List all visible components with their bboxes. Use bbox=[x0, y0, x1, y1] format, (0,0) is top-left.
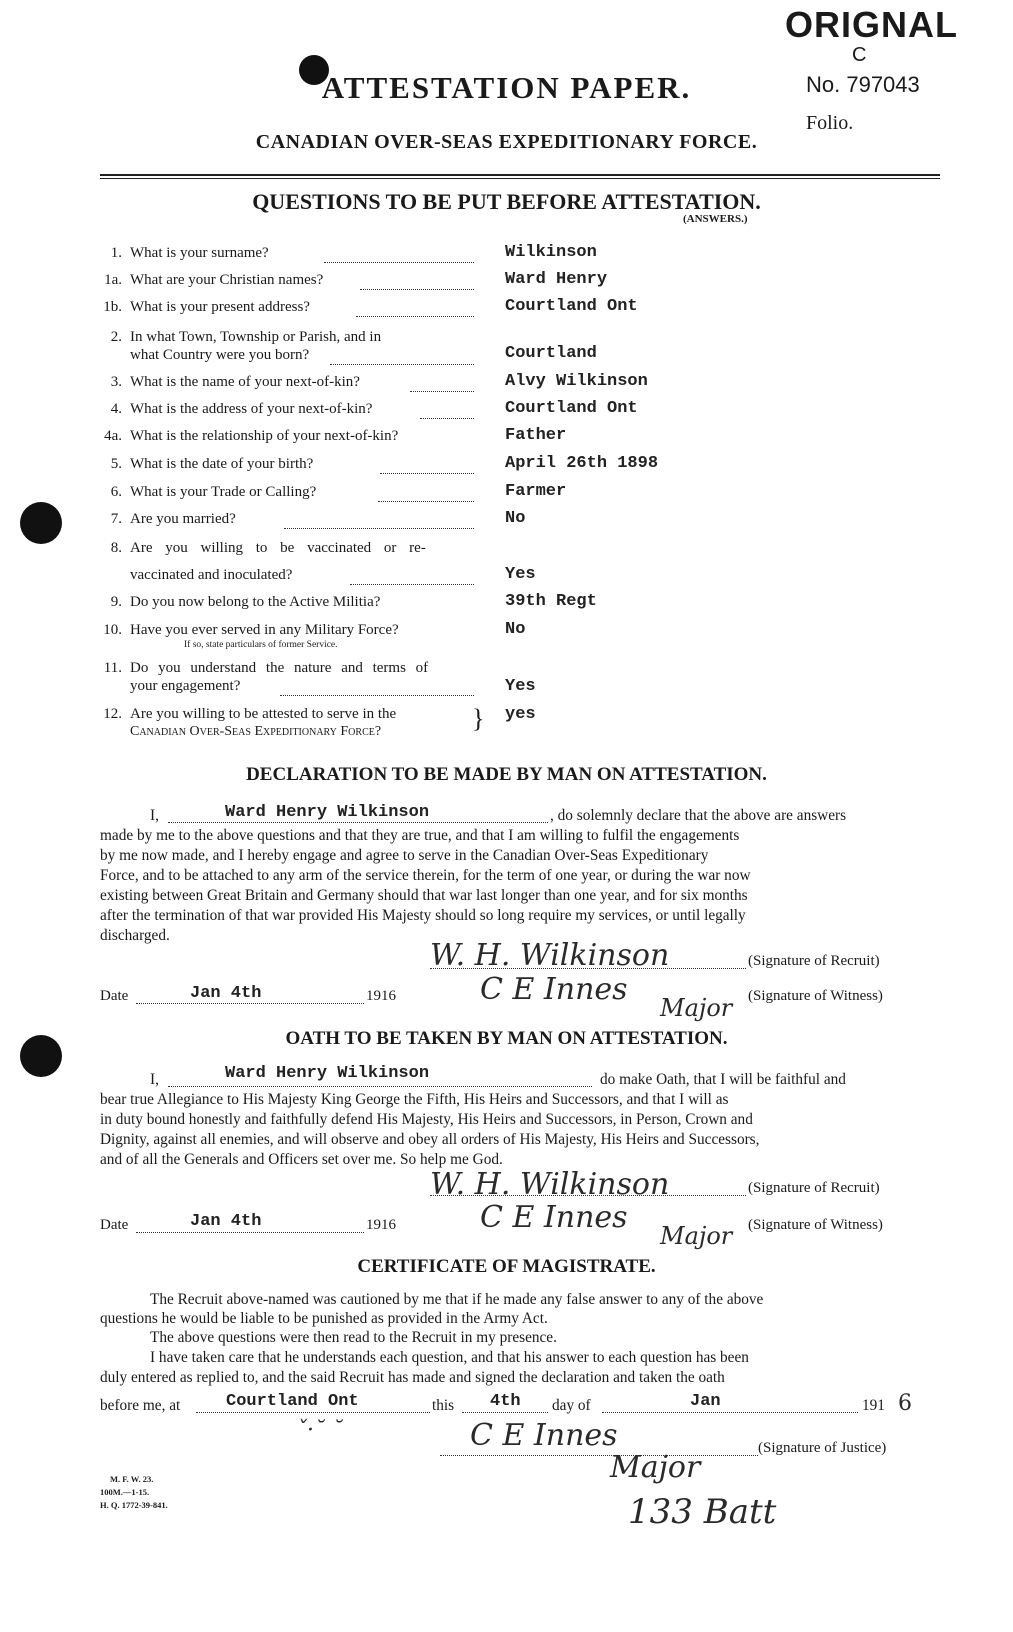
question-text: Do you understand the nature and terms of bbox=[130, 660, 429, 676]
question-text: Do you now belong to the Active Militia? bbox=[130, 594, 381, 610]
question-number: 8. bbox=[110, 540, 122, 556]
day-of-label: day of bbox=[552, 1397, 591, 1414]
question-text: Are you willing to be attested to serve in the bbox=[130, 706, 397, 722]
question-number: 2. bbox=[110, 329, 122, 345]
question-text-continued: vaccinated and inoculated? bbox=[130, 567, 293, 583]
certificate-text: The above questions were then read to the Recruit in my presence. bbox=[150, 1329, 557, 1346]
document-number: No. 797043 bbox=[806, 72, 920, 97]
oath-text: bear true Allegiance to His Majesty King George the Fifth, His Heirs and Successors, and that I will as bbox=[100, 1091, 729, 1108]
dotted-leader bbox=[330, 364, 474, 365]
oath-date: Jan 4th bbox=[190, 1212, 262, 1231]
answer-present-address: Courtland Ont bbox=[505, 297, 638, 316]
declaration-text: made by me to the above questions and that they are true, and that I am willing to fulfil the engagements bbox=[100, 827, 740, 844]
question-text: Are you married? bbox=[130, 511, 236, 527]
oath-year: 1916 bbox=[366, 1217, 396, 1233]
certificate-text: The Recruit above-named was cautioned by me that if he made any false answer to any of the above bbox=[150, 1291, 764, 1308]
question-note: If so, state particulars of former Service. bbox=[184, 640, 338, 650]
dotted-leader bbox=[420, 418, 474, 419]
divider bbox=[100, 174, 940, 176]
month-line bbox=[602, 1412, 858, 1413]
question-number: 3. bbox=[110, 374, 122, 390]
stamp-letter: C bbox=[852, 44, 867, 66]
oath-text: in duty bound honestly and faithfully defend His Majesty, His Heirs and Successors, in Person, Crown and bbox=[100, 1111, 753, 1128]
certificate-day: 4th bbox=[490, 1392, 521, 1411]
brace-mark: } bbox=[472, 704, 485, 733]
folio-label: Folio. bbox=[806, 112, 854, 134]
oath-text: and of all the Generals and Officers set over me. So help me God. bbox=[100, 1151, 503, 1168]
oath-text: Dignity, against all enemies, and will observe and obey all orders of His Majesty, His Heirs and Successors, bbox=[100, 1131, 760, 1148]
question-text: Are you willing to be vaccinated or re- bbox=[130, 540, 426, 556]
question-number: 5. bbox=[110, 456, 122, 472]
question-number: 6. bbox=[110, 484, 122, 500]
certificate-year-digit: 6 bbox=[898, 1391, 912, 1416]
declaration-text: existing between Great Britain and Germany should that war last longer than one year, and for six months bbox=[100, 887, 748, 904]
oath-witness-signature: C E Innes bbox=[480, 1200, 628, 1235]
dotted-leader bbox=[324, 262, 474, 263]
punch-hole-left-upper bbox=[20, 502, 62, 544]
original-stamp: ORIGNAL bbox=[785, 4, 958, 45]
declaration-text: Force, and to be attached to any arm of the service therein, for the term of one year, or during the war now bbox=[100, 867, 751, 884]
dotted-leader bbox=[410, 391, 474, 392]
day-line bbox=[462, 1412, 548, 1413]
declaration-text: after the termination of that war provided His Majesty should so long require my services, or until legally bbox=[100, 907, 746, 924]
dotted-leader bbox=[168, 822, 548, 823]
dotted-leader bbox=[360, 289, 474, 290]
signature-line bbox=[430, 968, 746, 969]
answer-next-of-kin-name: Alvy Wilkinson bbox=[505, 372, 648, 391]
document-title: ATTESTATION PAPER. bbox=[321, 70, 692, 105]
justice-signature-label: (Signature of Justice) bbox=[758, 1440, 887, 1456]
question-number: 12. bbox=[103, 706, 122, 722]
divider bbox=[100, 178, 940, 179]
question-text: What is the relationship of your next-of-kin? bbox=[130, 428, 399, 444]
answer-militia: 39th Regt bbox=[505, 592, 597, 611]
declaration-text: by me now made, and I hereby engage and agree to serve in the Canadian Over-Seas Expeditionary bbox=[100, 847, 709, 864]
answer-birth-date: April 26th 1898 bbox=[505, 454, 659, 473]
dotted-leader bbox=[280, 695, 474, 696]
declaration-i: I, bbox=[150, 807, 159, 824]
recruit-signature-label: (Signature of Recruit) bbox=[748, 953, 880, 969]
question-number: 9. bbox=[110, 594, 122, 610]
this-label: this bbox=[432, 1397, 455, 1414]
ink-marks: ˇ·˘ ˘ bbox=[296, 1418, 343, 1443]
declaration-text: , do solemnly declare that the above are answers bbox=[550, 807, 847, 824]
question-text: What is the address of your next-of-kin? bbox=[130, 401, 373, 417]
certificate-year-prefix: 191 bbox=[862, 1397, 885, 1414]
declaration-year: 1916 bbox=[366, 988, 396, 1004]
date-line bbox=[136, 1003, 364, 1004]
recruit-signature-label: (Signature of Recruit) bbox=[748, 1180, 880, 1196]
question-text: What is your Trade or Calling? bbox=[130, 484, 317, 500]
witness-rank: Major bbox=[660, 994, 733, 1022]
question-text: Have you ever served in any Military Force? bbox=[130, 622, 399, 638]
hq-code: H. Q. 1772-39-841. bbox=[100, 1500, 168, 1510]
dotted-leader bbox=[378, 501, 474, 502]
dotted-leader bbox=[168, 1086, 592, 1087]
form-code: M. F. W. 23. bbox=[110, 1474, 154, 1484]
oath-text: do make Oath, that I will be faithful and bbox=[600, 1071, 846, 1088]
question-text-continued: what Country were you born? bbox=[130, 347, 310, 363]
dotted-leader bbox=[284, 528, 474, 529]
answer-next-of-kin-address: Courtland Ont bbox=[505, 399, 638, 418]
certificate-month: Jan bbox=[690, 1392, 721, 1411]
certificate-title: CERTIFICATE OF MAGISTRATE. bbox=[357, 1256, 656, 1277]
question-text-continued: Canadian Over-Seas Expeditionary Force? bbox=[130, 724, 382, 739]
question-text: In what Town, Township or Parish, and in bbox=[130, 329, 382, 345]
document-subtitle: CANADIAN OVER-SEAS EXPEDITIONARY FORCE. bbox=[255, 131, 758, 153]
question-text: What is the date of your birth? bbox=[130, 456, 314, 472]
dotted-leader bbox=[380, 473, 474, 474]
declaration-recruit-name: Ward Henry Wilkinson bbox=[225, 803, 430, 822]
justice-rank: Major bbox=[610, 1450, 701, 1485]
oath-recruit-signature: W. H. Wilkinson bbox=[430, 1167, 670, 1202]
declaration-date: Jan 4th bbox=[190, 984, 262, 1003]
date-label: Date bbox=[100, 1217, 129, 1233]
answer-understand-terms: Yes bbox=[505, 677, 536, 696]
question-number: 7. bbox=[110, 511, 122, 527]
answer-married: No bbox=[505, 509, 526, 528]
question-text: What is your surname? bbox=[130, 245, 269, 261]
dotted-leader bbox=[350, 584, 474, 585]
question-text: What is your present address? bbox=[130, 299, 310, 315]
certificate-text: duly entered as replied to, and the said Recruit has made and signed the declaration and taken the oath bbox=[100, 1369, 725, 1386]
justice-signature: C E Innes bbox=[470, 1418, 618, 1453]
question-text: What are your Christian names? bbox=[130, 272, 324, 288]
question-text: What is the name of your next-of-kin? bbox=[130, 374, 360, 390]
witness-rank: Major bbox=[660, 1222, 733, 1250]
signature-line bbox=[440, 1455, 758, 1456]
question-number: 1a. bbox=[104, 272, 122, 288]
question-number: 1. bbox=[110, 245, 122, 261]
question-text-continued: your engagement? bbox=[130, 678, 241, 694]
justice-unit: 133 Batt bbox=[628, 1492, 777, 1532]
certificate-place: Courtland Ont bbox=[226, 1392, 359, 1411]
answer-vaccinated: Yes bbox=[505, 565, 536, 584]
witness-signature-label: (Signature of Witness) bbox=[748, 988, 883, 1004]
certificate-text: I have taken care that he understands each question, and that his answer to each question has been bbox=[150, 1349, 749, 1366]
witness-signature-label: (Signature of Witness) bbox=[748, 1217, 883, 1233]
answers-label: (ANSWERS.) bbox=[683, 213, 748, 225]
question-number: 11. bbox=[103, 660, 122, 676]
dotted-leader bbox=[356, 316, 474, 317]
date-label: Date bbox=[100, 988, 129, 1004]
declaration-witness-signature: C E Innes bbox=[480, 972, 628, 1007]
answer-birthplace: Courtland bbox=[505, 344, 597, 363]
question-number: 1b. bbox=[103, 299, 122, 315]
declaration-title: DECLARATION TO BE MADE BY MAN ON ATTESTATION. bbox=[246, 764, 767, 785]
signature-line bbox=[430, 1195, 746, 1196]
certificate-text: questions he would be liable to be punished as provided in the Army Act. bbox=[100, 1310, 548, 1327]
place-line bbox=[196, 1412, 430, 1413]
before-me-label: before me, at bbox=[100, 1397, 181, 1414]
print-code: 100M.—1-15. bbox=[100, 1487, 150, 1497]
declaration-text: discharged. bbox=[100, 927, 170, 944]
answer-surname: Wilkinson bbox=[505, 243, 597, 262]
answer-military-service: No bbox=[505, 620, 526, 639]
question-number: 10. bbox=[103, 622, 122, 638]
oath-title: OATH TO BE TAKEN BY MAN ON ATTESTATION. bbox=[285, 1028, 728, 1049]
answer-christian-names: Ward Henry bbox=[505, 270, 608, 289]
answer-relationship: Father bbox=[505, 426, 567, 445]
answer-willing-to-serve: yes bbox=[505, 705, 536, 724]
question-number: 4a. bbox=[104, 428, 122, 444]
questions-section-title: QUESTIONS TO BE PUT BEFORE ATTESTATION. bbox=[252, 189, 761, 214]
oath-recruit-name: Ward Henry Wilkinson bbox=[225, 1064, 430, 1083]
date-line bbox=[136, 1232, 364, 1233]
oath-i: I, bbox=[150, 1071, 159, 1088]
question-number: 4. bbox=[110, 401, 122, 417]
answer-trade: Farmer bbox=[505, 482, 567, 501]
declaration-recruit-signature: W. H. Wilkinson bbox=[430, 938, 670, 973]
